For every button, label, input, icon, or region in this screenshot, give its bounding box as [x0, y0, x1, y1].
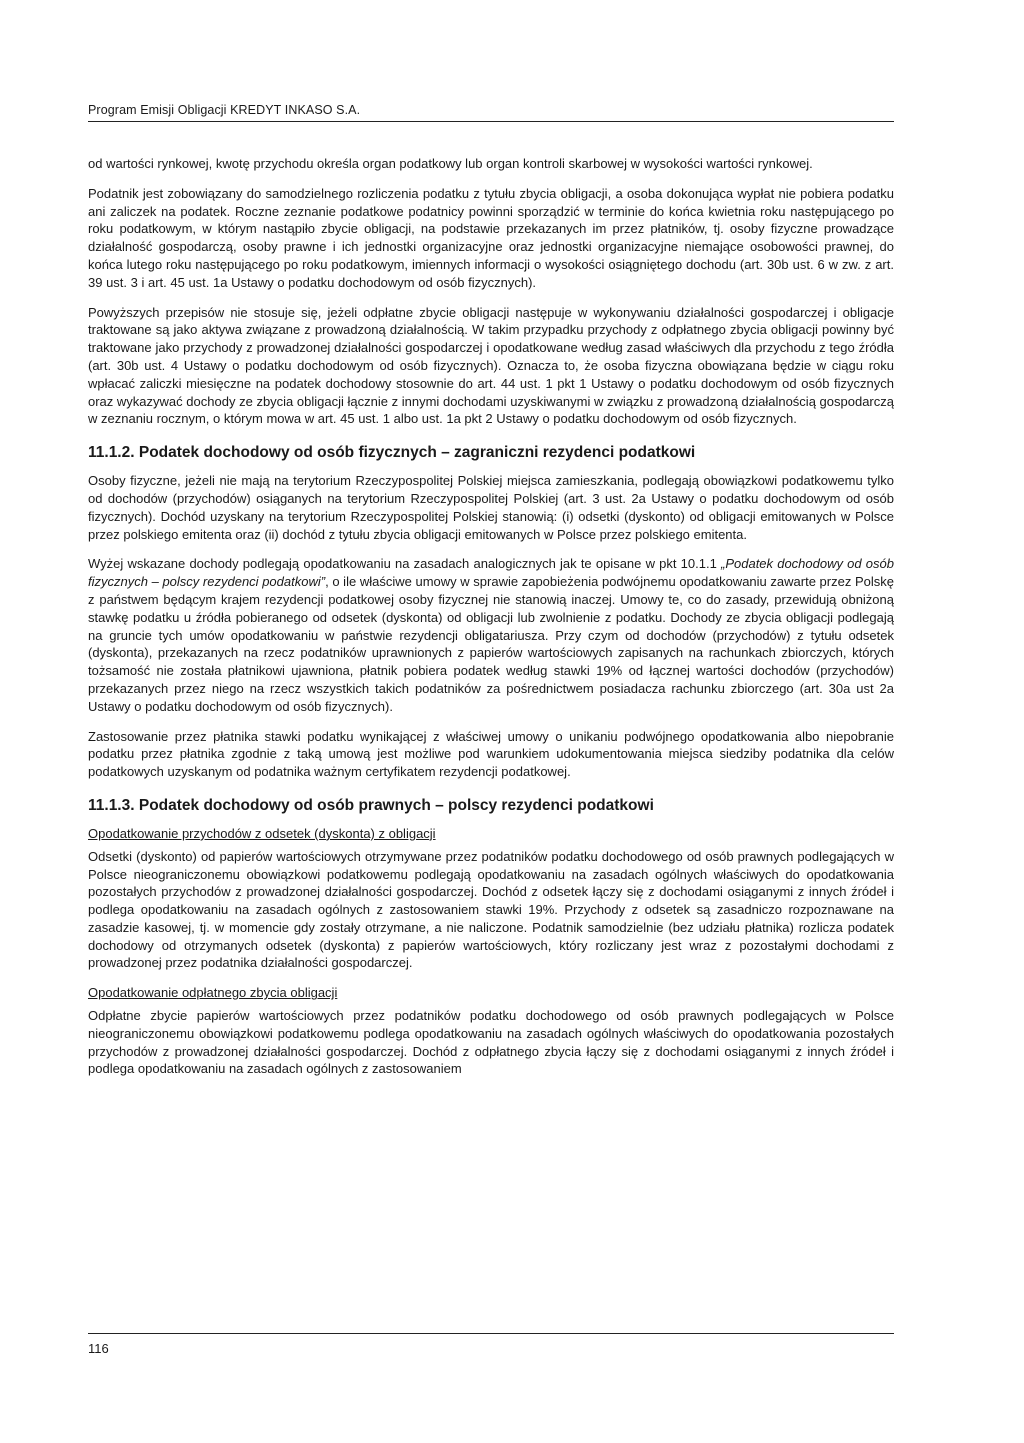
subheading-sale-taxation: Opodatkowanie odpłatnego zbycia obligacji — [88, 985, 338, 1001]
section-heading-11-1-3: 11.1.3. Podatek dochodowy od osób prawnych – polscy rezydenci podatkowi — [88, 796, 654, 814]
running-header: Program Emisji Obligacji KREDYT INKASO S.A. — [88, 103, 361, 117]
paragraph-9: Odsetki (dyskonto) od papierów wartościowych otrzymywane przez podatników podatku dochodowego od osób prawnych podlegających w Polsce nieograniczonemu obowiązkowi podatkowemu podlegają opodatkowaniu na zasadach ogólnych właściwych do opodatkowania pozostałych przychodów z prowadzonej działalności gospodarczej. Dochód z odsetek łączy się z dochodami osiąganymi z innych źródeł i podlega opodatkowaniu na zasadach ogólnych z zastosowaniem stawki 19%. Przychody z odsetek są zasadniczo rozpoznawane na zasadzie kasowej, tj. w momencie gdy zostały otrzymane, a nie naliczone. Podatnik samodzielnie (bez udziału płatnika) rozlicza podatek dochodowy od otrzymanych odsetek (dyskonta) z papierów wartościowych, który rozliczany jest wraz z pozostałymi dochodami z prowadzonej przez podatnika działalności gospodarczej. — [88, 848, 894, 971]
footer-rule — [88, 1333, 894, 1334]
subheading-interest-taxation: Opodatkowanie przychodów z odsetek (dyskonta) z obligacji — [88, 825, 436, 841]
paragraph-2: Podatnik jest zobowiązany do samodzielnego rozliczenia podatku z tytułu zbycia obligacji, a osoba dokonująca wypłat nie pobiera podatku ani zaliczek na podatek. Roczne zeznanie podatkowe podatnicy powinni sporządzić w terminie do końca kwietnia roku następującego po roku podatkowym, w którym nastąpiło zbycie obligacji, na podstawie przekazanych im przez płatników, tj. osoby fizyczne prowadzące działalność gospodarczą, osoby prawne i ich jednostki organizacyjne oraz jednostki organizacyjne niemające osobowości prawnej, do końca lutego roku następującego po roku podatkowym, imiennych informacji o wysokości osiągniętego dochodu (art. 30b ust. 6 w zw. z art. 39 ust. 3 i art. 45 ust. 1a Ustawy o podatku dochodowym od osób fizycznych). — [88, 185, 894, 290]
paragraph-6-citation: „Podatek dochodowy od osób fizycznych – polscy rezydenci podatkowi” — [88, 556, 894, 590]
page-content — [88, 155, 894, 1090]
page-number: 116 — [88, 1341, 109, 1356]
header-rule — [88, 121, 894, 122]
paragraph-11: Odpłatne zbycie papierów wartościowych przez podatników podatku dochodowego od osób prawnych podlegających w Polsce nieograniczonemu obowiązkowi podatkowemu podlega opodatkowaniu na zasadach ogólnych właściwych do opodatkowania pozostałych przychodów z prowadzonej działalności gospodarczej. Dochód z odpłatnego zbycia łączy się z dochodami osiąganymi z innych źródeł i podlega opodatkowaniu na zasadach ogólnych z zastosowaniem — [88, 1008, 894, 1077]
paragraph-3: Powyższych przepisów nie stosuje się, jeżeli odpłatne zbycie obligacji następuje w wykonywaniu działalności gospodarczej i obligacje traktowane są jako aktywa związane z prowadzoną działalnością. W takim przypadku przychody z odpłatnego zbycia obligacji powinny być traktowane jako przychody z prowadzonej działalności gospodarczej i opodatkowane według zasad właściwych dla przychodu z tego źródła (art. 30b ust. 4 Ustawy o podatku dochodowym od osób fizycznych). Oznacza to, że osoba fizyczna obowiązana będzie w ciągu roku wpłacać zaliczki miesięczne na podatek dochodowy stosownie do art. 44 ust. 1 pkt 1 Ustawy o podatku dochodowym od osób fizycznych oraz wykazywać dochody ze zbycia obligacji łącznie z innymi dochodami uzyskiwanymi w związku z prowadzoną działalnością gospodarczą w zeznaniu rocznym, o którym mowa w art. 45 ust. 1 albo ust. 1a pkt 2 Ustawy o podatku dochodowym od osób fizycznych. — [88, 304, 894, 427]
paragraph-6-text-c: , o ile właściwe umowy w sprawie zapobieżenia podwójnemu opodatkowaniu zawarte przez Polskę z państwem będącym krajem rezydencji podatkowej osoby fizycznej nie stanowią inaczej. Umowy te, co do zasady, przewidują obniżoną stawkę podatku u źródła pobieranego od odsetek (dyskonta) od obligacji lub zwolnienie z podatku. Dochody ze zbycia obligacji podlegają na gruncie tych umów opodatkowaniu w państwie rezydencji obligatariusza. Przy czym od dochodów (przychodów) z tytułu odsetek (dyskonta), przekazanych na rzecz podatników uprawnionych z papierów wartościowych zapisanych na rachunkach zbiorczych, których tożsamość nie została płatnikowi ujawniona, płatnik pobiera podatek według stawki 19% od łącznej wartości dochodów (przychodów) przekazanych przez niego na rzecz wszystkich takich podatników za pośrednictwem posiadacza rachunku zbiorczego (art. 30a ust 2a Ustawy o podatku dochodowym od osób fizycznych). — [88, 574, 894, 714]
paragraph-7: Zastosowanie przez płatnika stawki podatku wynikającej z właściwej umowy o unikaniu podwójnego opodatkowania albo niepobranie podatku przez płatnika zgodnie z taką umową jest możliwe pod warunkiem udokumentowania miejsca siedziby podatnika dla celów podatkowych uzyskanym od podatnika ważnym certyfikatem rezydencji podatkowej. — [88, 728, 894, 780]
paragraph-1: od wartości rynkowej, kwotę przychodu określa organ podatkowy lub organ kontroli skarbowej w wysokości wartości rynkowej. — [88, 156, 813, 171]
paragraph-6 — [88, 555, 894, 715]
paragraph-6-text-a: Wyżej wskazane dochody podlegają opodatkowaniu na zasadach analogicznych jak te opisane w pkt 10.1.1 — [88, 556, 721, 572]
paragraph-5: Osoby fizyczne, jeżeli nie mają na terytorium Rzeczypospolitej Polskiej miejsca zamieszkania, podlegają obowiązkowi podatkowemu tylko od dochodów (przychodów) osiąganych na terytorium Rzeczypospolitej Polskiej (art. 3 ust. 2a Ustawy o podatku dochodowym od osób fizycznych). Dochód uzyskany na terytorium Rzeczypospolitej Polskiej stanowią: (i) odsetki (dyskonto) od obligacji emitowanych w Polsce przez polskiego emitenta oraz (ii) dochód z tytułu zbycia obligacji emitowanych w Polsce przez polskiego emitenta. — [88, 473, 894, 542]
section-heading-11-1-2: 11.1.2. Podatek dochodowy od osób fizycznych – zagraniczni rezydenci podatkowi — [88, 444, 696, 462]
